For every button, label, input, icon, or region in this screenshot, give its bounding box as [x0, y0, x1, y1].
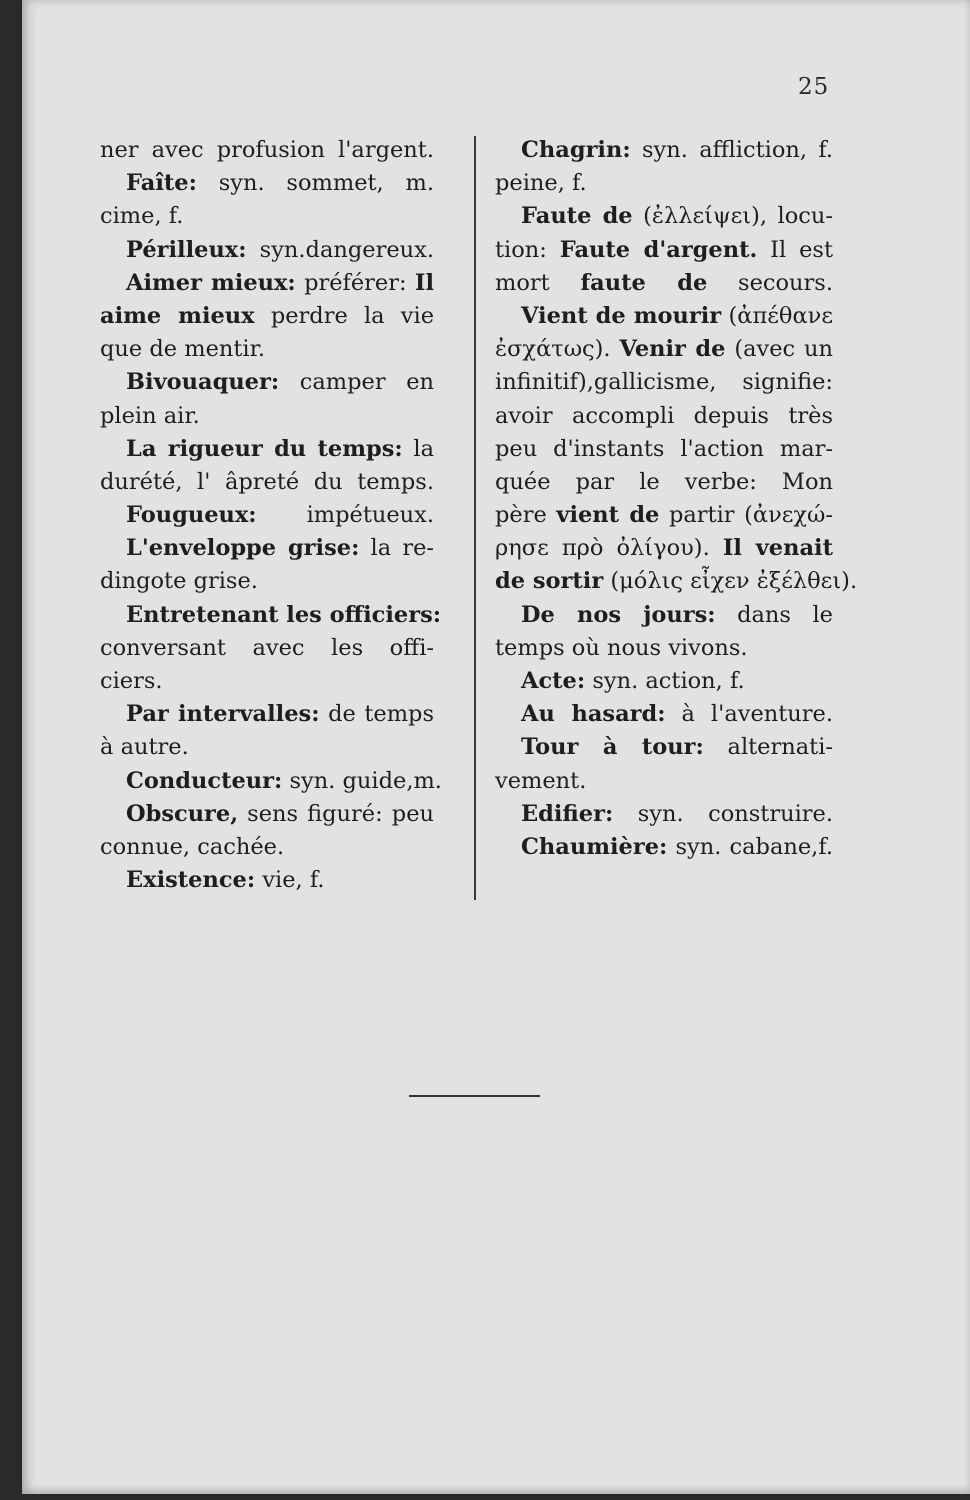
- glossary-entry: [100, 599, 442, 632]
- glossary-term: Vient de mourir: [521, 302, 722, 329]
- example-phrase: de sortir: [495, 568, 604, 595]
- book-page: [22, 0, 970, 1494]
- glossary-line: [495, 366, 833, 399]
- glossary-term: Fougueux:: [126, 502, 257, 529]
- glossary-line: [100, 300, 434, 333]
- definition-text: dans le: [737, 601, 833, 628]
- definition-text: camper en: [299, 369, 434, 396]
- glossary-entry: [100, 532, 434, 565]
- glossary-line: [100, 665, 434, 698]
- definition-text: partir (ἀνεχώ-: [668, 502, 833, 529]
- definition-text: que de mentir.: [100, 336, 266, 363]
- glossary-line: [100, 200, 434, 233]
- definition-text: infinitif),gallicisme, signifie:: [495, 369, 833, 396]
- definition-text: ρησε πρὸ ὀλίγου).: [495, 535, 710, 562]
- glossary-entry: [100, 864, 434, 897]
- glossary-term: Aimer mieux:: [126, 269, 296, 296]
- definition-text: durété, l' âpreté du temps.: [100, 468, 434, 495]
- definition-text: cime, f.: [100, 203, 184, 230]
- glossary-line: [495, 433, 833, 466]
- glossary-line: [495, 234, 833, 267]
- glossary-term: Conducteur:: [126, 767, 283, 794]
- definition-text: impétueux.: [306, 502, 434, 529]
- glossary-entry: [100, 267, 434, 300]
- glossary-line: [100, 466, 434, 499]
- definition-text: la re-: [370, 535, 434, 562]
- glossary-term: Bivouaquer:: [126, 369, 280, 396]
- definition-text: préférer:: [304, 269, 407, 296]
- glossary-entry: [495, 134, 833, 167]
- glossary-line: [100, 731, 434, 764]
- glossary-term: Au hasard:: [521, 701, 666, 728]
- glossary-line: [495, 466, 833, 499]
- definition-text: syn. affliction, f.: [641, 137, 834, 163]
- glossary-term: Faîte:: [126, 170, 197, 197]
- glossary-term: Tour à tour:: [521, 734, 704, 761]
- definition-text: père: [495, 502, 547, 529]
- right-glossary-column: [495, 134, 858, 864]
- glossary-line: [100, 134, 434, 167]
- definition-text: syn. action, f.: [592, 668, 745, 694]
- definition-text: peu d'instants l'action mar-: [495, 435, 833, 462]
- definition-text: (ἀπέθανε: [728, 302, 833, 329]
- glossary-term: Acte:: [521, 668, 586, 694]
- glossary-line: [495, 167, 833, 200]
- glossary-line: [495, 499, 833, 532]
- definition-text: syn. construire.: [637, 800, 833, 827]
- glossary-line: [495, 333, 833, 366]
- example-phrase: faute de: [580, 269, 708, 296]
- glossary-entry: [100, 433, 434, 466]
- glossary-entry: [100, 698, 434, 731]
- example-phrase: aime mieux: [100, 302, 255, 329]
- example-phrase: Il: [414, 269, 434, 296]
- glossary-term: Edifier:: [521, 800, 614, 827]
- glossary-term: De nos jours:: [521, 601, 716, 628]
- definition-text: syn. cabane,f.: [675, 833, 833, 860]
- glossary-term: Par intervalles:: [126, 701, 320, 728]
- definition-text: sens figuré: peu: [247, 800, 434, 827]
- definition-text: temps où nous vivons.: [495, 634, 748, 661]
- definition-text: (ἐλλείψει), locu-: [643, 203, 833, 230]
- definition-text: peine, f.: [495, 170, 587, 197]
- definition-text: connue, cachée.: [100, 833, 285, 860]
- glossary-term: La rigueur du temps:: [126, 435, 403, 462]
- glossary-line: [495, 267, 833, 300]
- glossary-entry: [495, 798, 833, 831]
- definition-text: conversant avec les offi-: [100, 634, 434, 661]
- glossary-line: [495, 400, 833, 433]
- glossary-line: [100, 400, 434, 433]
- definition-text: Il est: [770, 236, 833, 263]
- glossary-entry: [495, 831, 833, 864]
- definition-text: alternati-: [727, 734, 833, 761]
- definition-text: syn. sommet, m.: [218, 170, 435, 197]
- glossary-line: [100, 333, 434, 366]
- definition-text: quée par le verbe: Mon: [495, 468, 833, 495]
- glossary-line: [495, 565, 858, 598]
- glossary-term: Entretenant les officiers:: [126, 601, 442, 628]
- glossary-term: Faute de: [521, 203, 633, 230]
- page-number: 25: [798, 74, 830, 100]
- glossary-term: Chaumière:: [521, 833, 668, 860]
- glossary-entry: [100, 798, 434, 831]
- definition-text: ciers.: [100, 668, 163, 694]
- example-phrase: vient de: [556, 502, 660, 529]
- glossary-line: [495, 532, 833, 565]
- glossary-entry: [100, 366, 434, 399]
- glossary-entry: [495, 731, 833, 764]
- glossary-term: Périlleux:: [126, 236, 247, 263]
- definition-text: syn. guide,m.: [289, 767, 442, 794]
- definition-text: ner avec profusion l'argent.: [100, 137, 434, 163]
- definition-text: à autre.: [100, 734, 189, 761]
- definition-text: plein air.: [100, 402, 200, 429]
- glossary-entry: [100, 234, 434, 267]
- glossary-entry: [495, 665, 833, 698]
- definition-text: (μόλις εἶχεν ἐξέλθει).: [610, 568, 858, 595]
- example-phrase: Il venait: [722, 535, 833, 562]
- glossary-entry: [100, 499, 434, 532]
- definition-text: la: [413, 435, 435, 462]
- definition-text: secours.: [738, 269, 833, 296]
- glossary-term: Venir de: [619, 336, 726, 363]
- glossary-entry: [495, 599, 833, 632]
- definition-text: syn.dangereux.: [259, 236, 434, 263]
- glossary-entry: [495, 200, 833, 233]
- column-divider: [474, 136, 476, 900]
- definition-text: mort: [495, 269, 550, 296]
- glossary-line: [100, 632, 434, 665]
- definition-text: à l'aventure.: [681, 701, 834, 728]
- definition-text: avoir accompli depuis très: [495, 402, 833, 429]
- glossary-line: [495, 632, 833, 665]
- glossary-entry: [100, 765, 442, 798]
- definition-text: dingote grise.: [100, 568, 258, 595]
- definition-text: tion:: [495, 236, 547, 263]
- glossary-entry: [495, 698, 833, 731]
- example-phrase: Faute d'argent.: [559, 236, 758, 263]
- left-glossary-column: [100, 134, 442, 897]
- glossary-term: Existence:: [126, 867, 256, 894]
- glossary-term: Chagrin:: [521, 137, 631, 163]
- definition-text: ἐσχάτως).: [495, 336, 611, 363]
- definition-text: (avec un: [734, 336, 833, 363]
- definition-text: vement.: [495, 767, 587, 794]
- glossary-line: [100, 565, 434, 598]
- definition-text: perdre la vie: [270, 302, 435, 329]
- glossary-line: [495, 765, 833, 798]
- glossary-term: L'enveloppe grise:: [126, 535, 360, 562]
- definition-text: vie, f.: [262, 867, 325, 894]
- glossary-entry: [495, 300, 833, 333]
- glossary-term: Obscure,: [126, 800, 239, 827]
- glossary-line: [100, 831, 434, 864]
- glossary-entry: [100, 167, 434, 200]
- definition-text: de temps: [328, 701, 435, 728]
- section-end-rule: [409, 1095, 540, 1097]
